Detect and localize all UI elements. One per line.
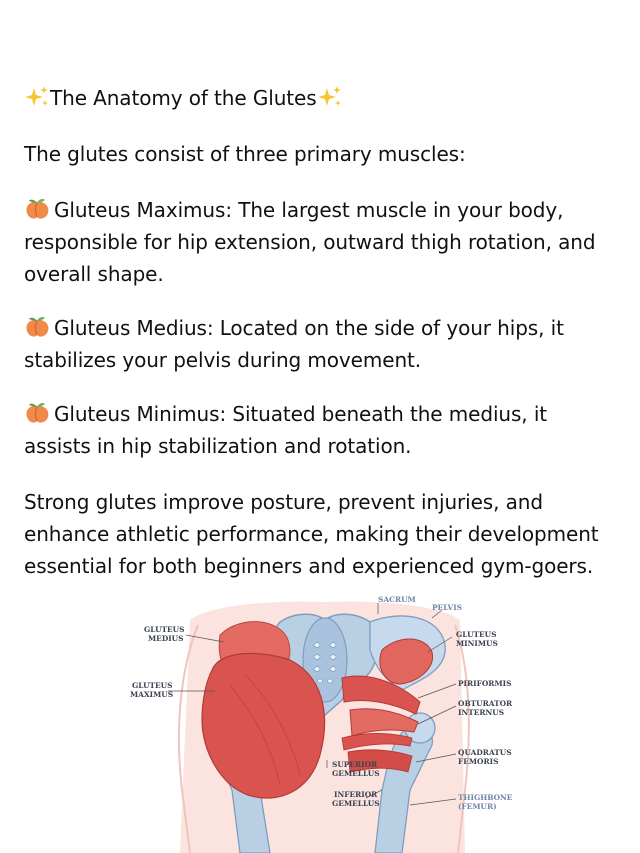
label-gluteus-minimus-1: GLUTEUS	[456, 630, 497, 639]
label-obturator-1: OBTURATOR	[458, 699, 513, 708]
gluteus-minimus-paragraph	[24, 398, 624, 462]
label-gluteus-maximus-1: GLUTEUS	[132, 681, 173, 690]
label-superior-gemellus-2: GEMELLUS	[332, 769, 380, 778]
summary-line-3: essential for both beginners and experienced gym-goers.	[24, 554, 594, 578]
peach-icon	[24, 197, 50, 221]
maximus-line-3: overall shape.	[24, 262, 164, 286]
gluteus-maximus-paragraph	[24, 194, 624, 290]
sparkles-icon	[317, 85, 343, 109]
label-thighbone-1: THIGHBONE	[458, 793, 513, 802]
minimus-line-1: Gluteus Minimus: Situated beneath the medius, it	[54, 402, 548, 426]
label-gluteus-minimus-2: MINIMUS	[456, 639, 498, 648]
maximus-line-1: Gluteus Maximus: The largest muscle in your body,	[54, 198, 564, 222]
summary-line-1: Strong glutes improve posture, prevent injuries, and	[24, 490, 543, 514]
label-gluteus-medius-2: MEDIUS	[148, 634, 184, 643]
label-quadratus-1: QUADRATUS	[458, 748, 512, 757]
summary-line-2: enhance athletic performance, making their development	[24, 522, 599, 546]
page-title	[24, 82, 624, 114]
label-quadratus-2: FEMORIS	[458, 757, 499, 766]
gluteus-medius-paragraph	[24, 312, 624, 376]
intro-text: The glutes consist of three primary muscles:	[24, 142, 466, 166]
peach-icon	[24, 401, 50, 425]
label-thighbone-2: (FEMUR)	[458, 802, 497, 811]
label-superior-gemellus-1: SUPERIOR	[332, 760, 378, 769]
title-text: The Anatomy of the Glutes	[50, 86, 317, 110]
label-inferior-gemellus-2: GEMELLUS	[332, 799, 380, 808]
medius-line-2: stabilizes your pelvis during movement.	[24, 348, 422, 372]
label-gluteus-maximus-2: MAXIMUS	[130, 690, 174, 699]
intro-paragraph	[24, 138, 624, 170]
label-piriformis: PIRIFORMIS	[458, 679, 512, 688]
glute-anatomy-diagram	[120, 590, 530, 853]
sparkles-icon	[24, 85, 50, 109]
peach-icon	[24, 315, 50, 339]
summary-paragraph	[24, 486, 624, 582]
label-obturator-2: INTERNUS	[458, 708, 505, 717]
label-pelvis: PELVIS	[432, 603, 463, 612]
maximus-line-2: responsible for hip extension, outward thigh rotation, and	[24, 230, 596, 254]
label-sacrum: SACRUM	[378, 595, 416, 604]
minimus-line-2: assists in hip stabilization and rotation.	[24, 434, 412, 458]
label-inferior-gemellus-1: INFERIOR	[334, 790, 378, 799]
label-gluteus-medius-1: GLUTEUS	[144, 625, 185, 634]
medius-line-1: Gluteus Medius: Located on the side of your hips, it	[54, 316, 564, 340]
